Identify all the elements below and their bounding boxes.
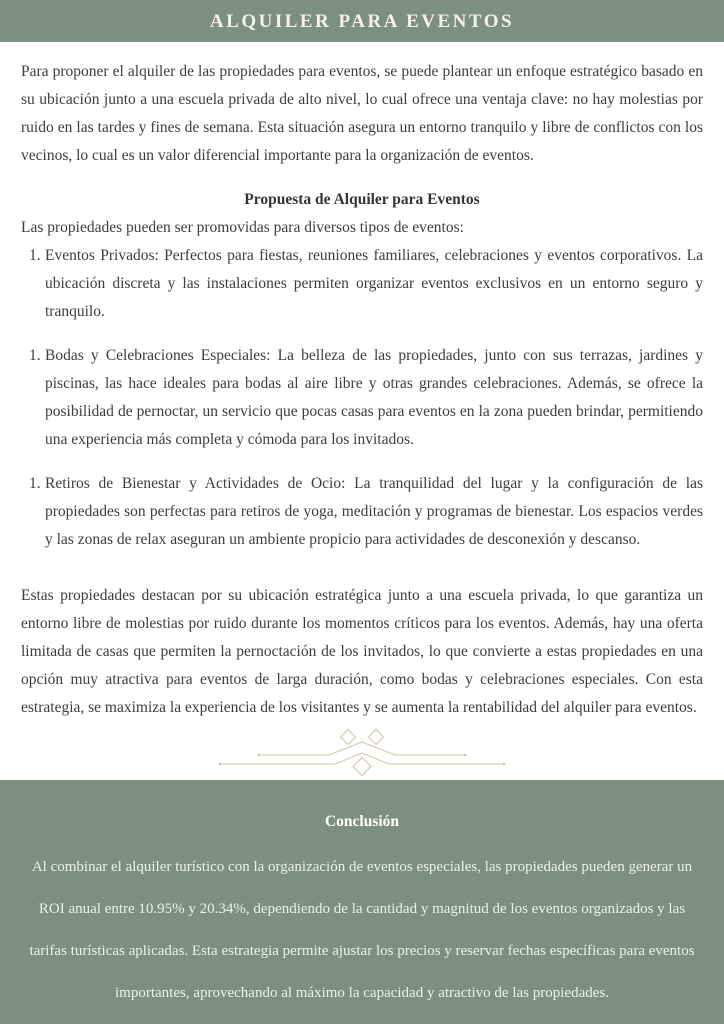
event-type-list <box>29 242 703 554</box>
diamond-ornament-divider-icon <box>217 728 507 778</box>
conclusion-heading: Conclusión <box>324 813 400 830</box>
conclusion-paragraph: Al combinar el alquiler turístico con la organización de eventos especiales, las propiedades pueden generar un ROI anual entre 10.95% y 20.34%, dependiendo de la cantidad y magnitud de los eventos organizados y las tarifas turísticas aplicadas. Esta estrategia permite ajustar los precios y reservar fechas específicas para eventos importantes, aprovechando al máximo la capacidad y atractivo de las propiedades. <box>29 859 695 1001</box>
list-item-text: Retiros de Bienestar y Actividades de Ocio: La tranquilidad del lugar y la configuración de las propiedades son perfectas para retiros de yoga, meditación y programas de bienestar. Los espacios verdes y las zonas de relax aseguran un ambiente propicio para actividades de desconexión y descanso. <box>45 475 703 548</box>
proposal-lead: Las propiedades pueden ser promovidas para diversos tipos de eventos: <box>21 219 464 236</box>
page-title: ALQUILER PARA EVENTOS <box>209 10 515 32</box>
intro-paragraph: Para proponer el alquiler de las propiedades para eventos, se puede plantear un enfoque estratégico basado en su ubicación junto a una escuela privada de alto nivel, lo cual ofrece una ventaja clave: no hay molestias por ruido en las tardes y fines de semana. Esta situación asegura un entorno tranquilo y libre de conflictos con los vecinos, lo cual es un valor diferencial importante para la organización de eventos. <box>21 63 703 164</box>
list-item-number: 1. <box>29 347 41 364</box>
closing-paragraph: Estas propiedades destacan por su ubicación estratégica junto a una escuela privada, lo que garantiza un entorno libre de molestias por ruido durante los momentos críticos para los eventos. Además, hay una oferta limitada de casas que permiten la pernoctación de los invitados, lo que convierte a estas propiedades en una opción muy atractiva para eventos de larga duración, como bodas y celebraciones especiales. Con esta estrategia, se maximiza la experiencia de los visitantes y se aumenta la rentabilidad del alquiler para eventos. <box>21 587 703 716</box>
header-bar <box>0 0 724 42</box>
main-content <box>0 42 724 780</box>
list-item <box>29 342 703 454</box>
section-divider <box>21 728 703 778</box>
list-item <box>29 242 703 326</box>
proposal-heading: Propuesta de Alquiler para Eventos <box>244 191 480 208</box>
list-item-number: 1. <box>29 475 41 492</box>
list-item-number: 1. <box>29 247 41 264</box>
list-item <box>29 470 703 554</box>
list-item-text: Bodas y Celebraciones Especiales: La belleza de las propiedades, junto con sus terrazas, jardines y piscinas, las hace ideales para bodas al aire libre y otras grandes celebraciones. Además, se ofrece la posibilidad de pernoctar, un servicio que pocas casas para eventos en la zona pueden brindar, permitiendo una experiencia más completa y cómoda para los invitados. <box>45 347 703 448</box>
list-item-text: Eventos Privados: Perfectos para fiestas, reuniones familiares, celebraciones y eventos corporativos. La ubicación discreta y las instalaciones permiten organizar eventos exclusivos en un entorno seguro y tranquilo. <box>45 247 703 320</box>
conclusion-footer <box>0 780 724 1024</box>
